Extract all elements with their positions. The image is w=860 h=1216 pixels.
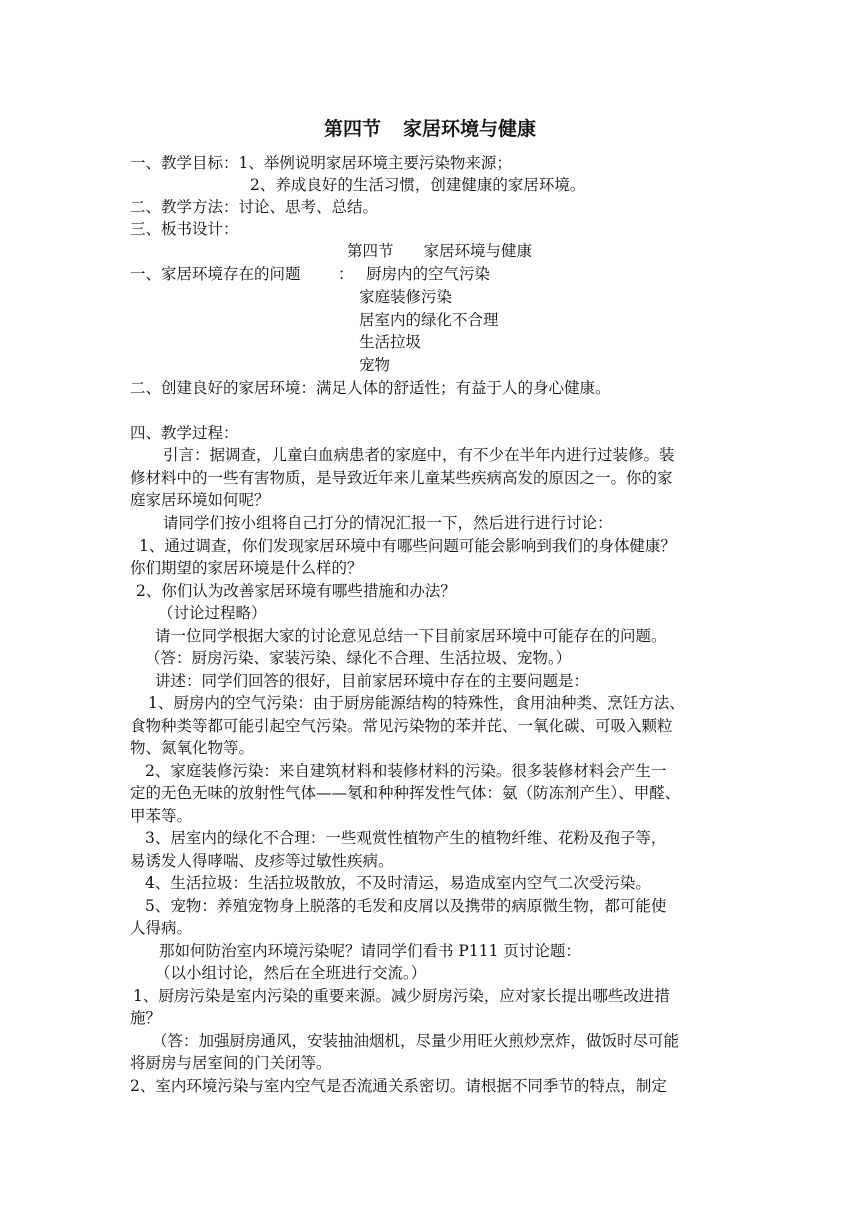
board-section-2: 二、创建良好的家居环境：满足人体的舒适性；有益于人的身心健康。: [130, 379, 611, 397]
process-line: 4、生活拉圾：生活拉圾散放，不及时清运，易造成室内空气二次受污染。: [145, 874, 651, 892]
process-line: 1、厨房内的空气污染：由于厨房能源结构的特殊性，食用油种类、烹饪方法、: [148, 694, 685, 712]
process-line: 1、通过调查，你们发现家居环境中有哪些问题可能会影响到我们的身体健康？: [139, 537, 676, 555]
process-line: 修材料中的一些有害物质，是导致近年来儿童某些疾病高发的原因之一。你的家: [130, 469, 673, 487]
title-topic: 家居环境与健康: [403, 118, 537, 140]
objectives-line-1: 一、教学目标：1、举例说明家居环境主要污染物来源；: [130, 154, 512, 172]
process-line: 你们期望的家居环境是什么样的？: [130, 559, 363, 577]
process-line: 施？: [130, 1009, 162, 1027]
process-line: 2、你们认为改善家居环境有哪些措施和办法？: [136, 582, 456, 600]
board-problems-label: 一、家居环境存在的问题: [130, 265, 301, 283]
process-line: 1、厨房污染是室内污染的重要来源。减少厨房污染，应对家长提出哪些改进措: [133, 987, 670, 1005]
process-line: （讨论过程略）: [158, 604, 267, 622]
process-heading: 四、教学过程：: [130, 424, 239, 442]
board-problem-item: 家庭装修污染: [359, 288, 453, 306]
board-problem-item: 居室内的绿化不合理: [359, 311, 499, 329]
process-line: 请一位同学根据大家的讨论意见总结一下目前家居环境中可能存在的问题。: [155, 627, 667, 645]
process-line: 定的无色无味的放射性气体——氡和种种挥发性气体：氨（防冻剂产生）、甲醛、: [130, 784, 681, 802]
process-line: 物、氮氧化物等。: [130, 739, 255, 757]
process-line: （答：厨房污染、家装污染、绿化不合理、生活拉圾、宠物。）: [145, 649, 572, 667]
title-section: 第四节: [323, 118, 381, 140]
board-problem-item: 宠物: [359, 356, 391, 374]
board-heading: 三、板书设计：: [130, 220, 239, 238]
process-line: （以小组讨论，然后在全班进行交流。）: [155, 964, 427, 982]
board-colon: ：: [338, 265, 354, 283]
process-line: 引言：据调查，儿童白血病患者的家庭中，有不少在半年内进行过装修。装: [163, 446, 675, 464]
process-line: 请同学们按小组将自己打分的情况汇报一下，然后进行进行讨论：: [163, 514, 613, 532]
objectives-line-2: 2、养成良好的生活习惯，创建健康的家居环境。: [250, 176, 586, 194]
process-line: 庭家居环境如何呢？: [130, 491, 270, 509]
board-subtitle-section: 第四节: [347, 242, 394, 260]
process-line: 人得病。: [130, 919, 193, 937]
board-problem-item: 厨房内的空气污染: [366, 265, 491, 283]
process-line: （答：加强厨房通风，安装抽油烟机，尽量少用旺火煎炒烹炸，做饭时尽可能: [152, 1032, 680, 1050]
board-problem-item: 生活拉圾: [359, 333, 422, 351]
board-subtitle: [347, 240, 532, 262]
process-line: 食物种类等都可能引起空气污染。常见污染物的苯并芘、一氧化碳、可吸入颗粒: [130, 717, 673, 735]
process-line: 将厨房与居室间的门关闭等。: [130, 1054, 332, 1072]
process-line: 那如何防治室内环境污染呢？请同学们看书 P111 页讨论题：: [159, 942, 581, 960]
process-line: 讲述：同学们回答的很好，目前家居环境中存在的主要问题是：: [155, 672, 590, 690]
page-title: [0, 116, 860, 142]
board-subtitle-topic: 家居环境与健康: [423, 242, 533, 260]
process-line: 5、宠物：养殖宠物身上脱落的毛发和皮屑以及携带的病原微生物，都可能使: [145, 897, 667, 915]
process-line: 易诱发人得哮喘、皮疹等过敏性疾病。: [130, 852, 394, 870]
process-line: 2、家庭装修污染：来自建筑材料和装修材料的污染。很多装修材料会产生一: [145, 762, 667, 780]
process-line: 2、室内环境污染与室内空气是否流通关系密切。请根据不同季节的特点，制定: [130, 1077, 667, 1095]
process-line: 3、居室内的绿化不合理：一些观赏性植物产生的植物纤维、花粉及孢子等，: [145, 829, 667, 847]
process-line: 甲苯等。: [130, 807, 193, 825]
methods-line: 二、教学方法：讨论、思考、总结。: [130, 198, 379, 216]
